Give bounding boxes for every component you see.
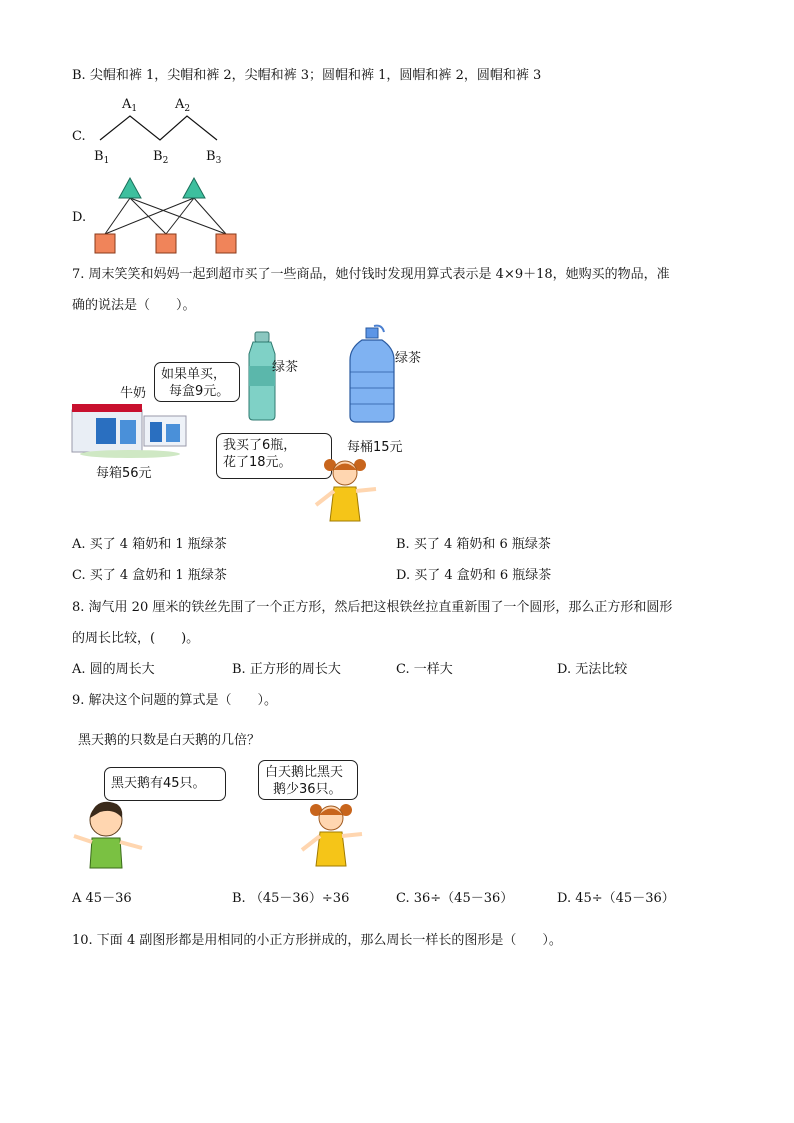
node-b2: $B_2$ (153, 149, 169, 166)
girl-q9-bubble-line1: 白天鹅比黑天 (265, 765, 344, 780)
q9-option-a: A 45－36 (72, 891, 132, 906)
q9-stem: 9. 解决这个问题的算式是（ ）。 (72, 693, 278, 708)
q6-option-d-label: D. (72, 210, 87, 225)
boy-cartoon-icon (70, 796, 150, 876)
q7-option-b: B. 买了 4 箱奶和 6 瓶绿茶 (396, 537, 551, 552)
square-shape-1 (95, 234, 115, 253)
q7-option-d: D. 买了 4 盒奶和 6 瓶绿茶 (396, 568, 552, 583)
option-d-matching-diagram (90, 176, 250, 256)
milk-label: 牛奶 (120, 386, 147, 401)
girl-cartoon-icon-q9 (298, 800, 368, 872)
square-shape-3 (216, 234, 236, 253)
green-tea-jug-price: 每桶15元 (347, 440, 403, 455)
node-b1: $B_1$ (94, 149, 110, 166)
q7-option-c: C. 买了 4 盒奶和 1 瓶绿茶 (72, 568, 227, 583)
milk-bubble-line1: 如果单买， (161, 367, 227, 382)
girl-bubble-line2: 花了18元。 (223, 455, 292, 470)
milk-price: 每箱56元 (96, 466, 152, 481)
q6-option-b: B. 尖帽和裤 1，尖帽和裤 2，尖帽和裤 3；圆帽和裤 1，圆帽和裤 2，圆帽和裤 3 (72, 68, 542, 83)
q7-option-a: A. 买了 4 箱奶和 1 瓶绿茶 (72, 537, 227, 552)
node-a1: $A_1$ (122, 97, 138, 114)
q9-question: 黑天鹅的只数是白天鹅的几倍？ (78, 733, 261, 748)
q8-stem-line2: 的周长比较，( )。 (72, 631, 200, 646)
q8-option-c: C. 一样大 (396, 662, 453, 677)
milk-speech-bubble (154, 362, 240, 402)
green-tea-small-label: 绿茶 (272, 360, 299, 375)
milk-bubble-line2: 每盒9元。 (169, 384, 230, 399)
q8-option-d: D. 无法比较 (557, 662, 628, 677)
girl-q9-bubble-line2: 鹅少36只。 (273, 782, 342, 797)
green-tea-bottle-icon (242, 330, 282, 422)
q8-stem-line1: 8. 淘气用 20 厘米的铁丝先围了一个正方形，然后把这根铁丝拉直重新围了一个圆形，那么正方形和圆形 (72, 600, 673, 615)
node-a2: $A_2$ (175, 97, 191, 114)
boy-speech-bubble: 黑天鹅有45只。 (104, 767, 226, 801)
q7-stem-line1: 7. 周末笑笑和妈妈一起到超市买了一些商品，她付钱时发现用算式表示是 4×9＋18，她购买的物品，准 (72, 267, 670, 282)
square-shape-2 (156, 234, 176, 253)
green-tea-big-label: 绿茶 (395, 351, 422, 366)
q9-option-b: B. （45－36）÷36 (232, 891, 350, 906)
triangle-shape-1 (119, 178, 141, 198)
q9-option-d: D. 45÷（45－36） (557, 891, 675, 906)
q10-stem: 10. 下面 4 副图形都是用相同的小正方形拼成的，那么周长一样长的图形是（ ）。 (72, 933, 562, 948)
girl-bubble-line1: 我买了6瓶， (223, 438, 297, 453)
q9-option-c: C. 36÷（45－36） (396, 891, 514, 906)
triangle-shape-2 (183, 178, 205, 198)
q8-option-a: A. 圆的周长大 (72, 662, 155, 677)
q6-option-c-label: C. (72, 129, 86, 144)
q7-stem-line2: 确的说法是（ ）。 (72, 298, 196, 313)
green-tea-jug-icon (342, 324, 402, 424)
node-b3: $B_3$ (206, 149, 222, 166)
q8-option-b: B. 正方形的周长大 (232, 662, 341, 677)
girl-speech-bubble-q9 (258, 760, 358, 800)
milk-box-image (70, 400, 200, 460)
girl-cartoon-icon (312, 455, 382, 525)
